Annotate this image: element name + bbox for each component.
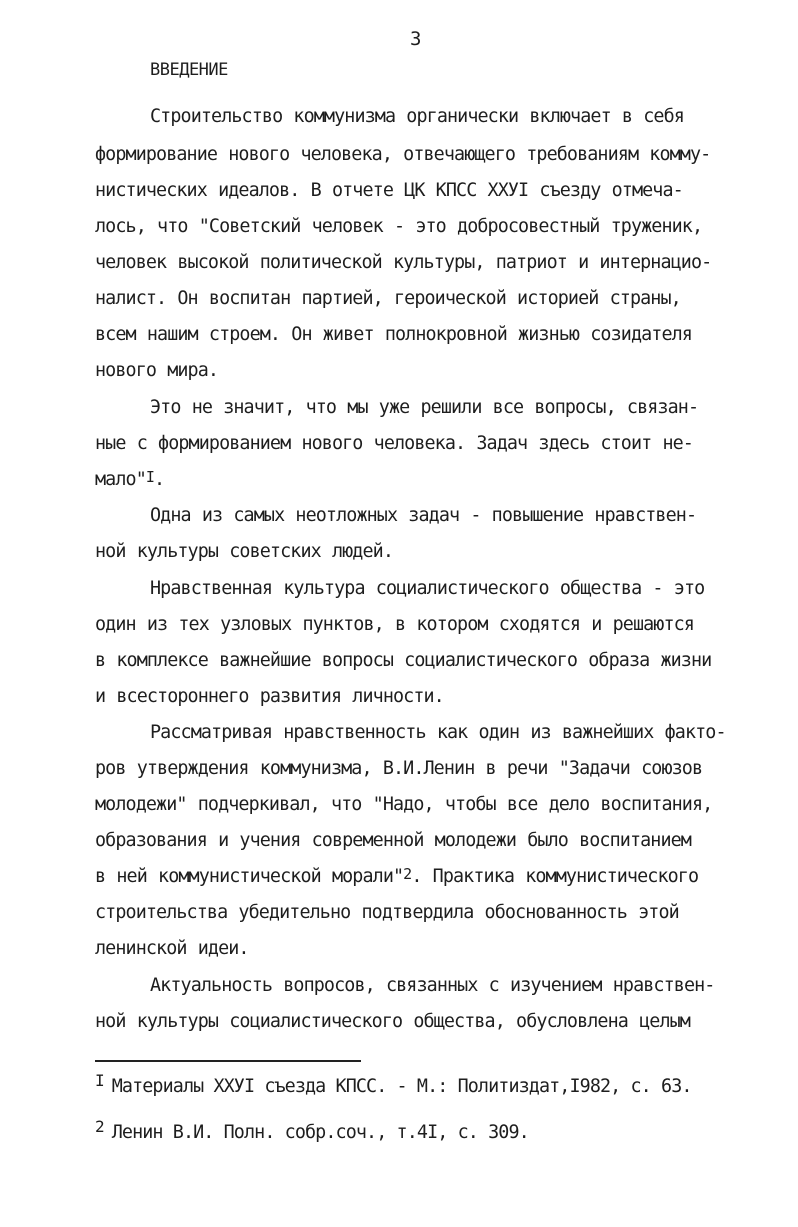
- text-line-with-reference: [95, 469, 164, 490]
- text-line: ров утверждения коммунизма, В.И.Ленин в речи "Задачи союзов: [95, 758, 703, 779]
- text-line: Рассматривая нравственность как один из важнейших факто-: [150, 722, 726, 743]
- text-line: ленинской идеи.: [95, 938, 249, 959]
- text-line: Это не значит, что мы уже решили все вопросы, связан-: [150, 397, 699, 418]
- section-heading: ВВЕДЕНИЕ: [150, 60, 228, 80]
- text-line: нистических идеалов. В отчете ЦК КПСС ХХУI съезду отмеча-: [95, 180, 683, 201]
- text-line: ной культуры социалистического общества, обусловлена целым: [95, 1011, 690, 1032]
- footnote-ref-1: I: [145, 468, 155, 486]
- text-fragment: мало": [95, 469, 146, 490]
- page-number: 3: [410, 28, 422, 50]
- text-line: молодежи" подчеркивал, что "Надо, чтобы все дело воспитания,: [95, 794, 713, 815]
- text-line: формирование нового человека, отвечающего требованиям комму-: [95, 144, 711, 165]
- text-fragment: . Практика коммунистического: [411, 866, 699, 887]
- text-line-with-reference: [95, 866, 698, 887]
- footnote-mark: 2: [95, 1117, 104, 1136]
- text-fragment: в ней коммунистической морали": [95, 866, 404, 887]
- text-line: один из тех узловых пунктов, в котором сходятся и решаются: [95, 614, 694, 635]
- text-fragment: .: [154, 469, 165, 490]
- footnote-ref-2: 2: [403, 865, 412, 883]
- text-line: ной культуры советских людей.: [95, 541, 393, 562]
- text-line: образования и учения современной молодежи было воспитанием: [95, 830, 691, 851]
- footnote-2: [95, 1117, 529, 1143]
- footnote-text: Материалы ХХУI съезда КПСС. - М.: Политиздат,I982, с. 63.: [111, 1076, 692, 1097]
- text-line: строительства убедительно подтвердила обоснованность этой: [95, 902, 679, 923]
- text-line: и всестороннего развития личности.: [95, 686, 444, 707]
- text-line: налист. Он воспитан партией, героической историей страны,: [95, 288, 681, 309]
- footnote-mark: I: [95, 1071, 104, 1090]
- footnote-1: [95, 1071, 692, 1097]
- text-line: человек высокой политической культуры, патриот и интернацио-: [95, 252, 712, 273]
- footnote-separator: [95, 1060, 361, 1062]
- text-line: нового мира.: [95, 360, 219, 381]
- text-line: в комплексе важнейшие вопросы социалистического образа жизни: [95, 650, 712, 671]
- text-line: ные с формированием нового человека. Задач здесь стоит не-: [95, 433, 693, 454]
- text-line: Одна из самых неотложных задач - повышение нравствен-: [150, 505, 697, 526]
- text-line: всем нашим строем. Он живет полнокровной жизнью созидателя: [95, 324, 692, 345]
- text-line: Нравственная культура социалистического общества - это: [150, 578, 705, 599]
- text-line: Строительство коммунизма органически включает в себя: [150, 106, 684, 127]
- text-line: лось, что "Советский человек - это добросовестный труженик,: [95, 216, 703, 237]
- footnote-text: Ленин В.И. Полн. собр.соч., т.4I, с. 309.: [111, 1122, 529, 1143]
- text-line: Актуальность вопросов, связанных с изучением нравствен-: [150, 975, 715, 996]
